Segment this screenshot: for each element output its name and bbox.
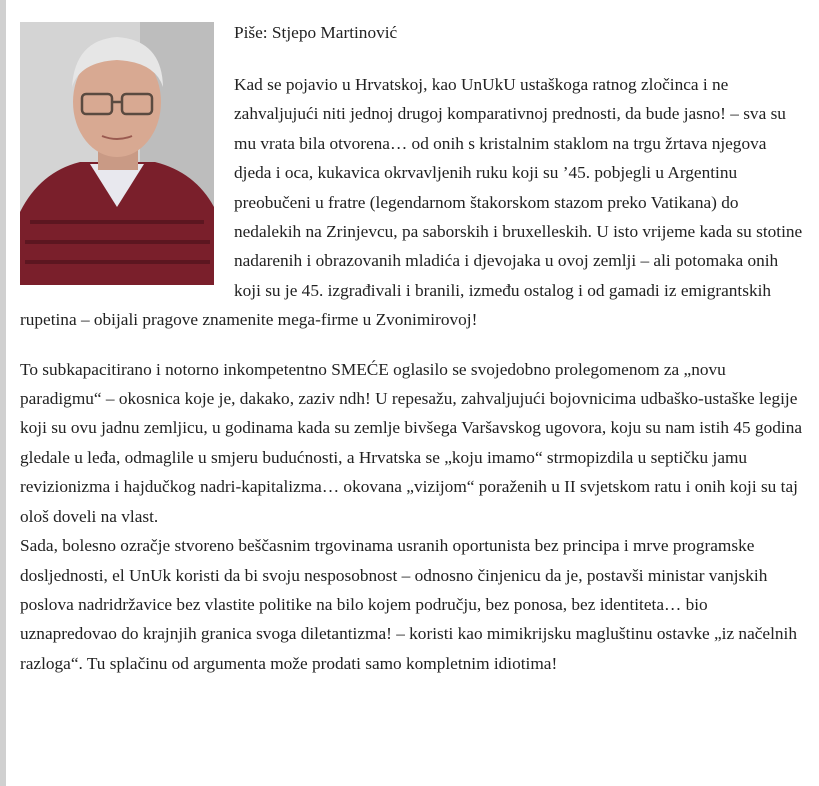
author-portrait-image [20,22,214,285]
article-paragraph-2: To subkapacitirano i notorno inkompetentno SMEĆE oglasilo se svojedobno prolegomenom za „novu paradigmu“ – okosnica koje je, dakako, zaziv ndh! U repesažu, zahvaljujući bojovnicima udbaško-ustaške legije koji su ovu jadnu zemljicu, u godinama kada su zemlje bivšega Varšavskog ugovora, koju su nam istih 45 godina gledale u leđa, odmaglile u smjeru budućnosti, a Hrvatska se „koju imamo“ strmopizdila u septičku jamu revizionizma i hajdučkog nadri-kapitalizma… okovana „vizijom“ poraženih u II svjetskom ratu i onih koji su taj ološ doveli na vlast. [20,359,803,526]
article-paragraph-3: Sada, bolesno ozračje stvoreno beščasnim trgovinama usranih oportunista bez principa i mrve programske dosljednosti, el UnUk koristi da bi svoju nesposobnost – odnosno činjenicu da je, postavši ministar vanjskih poslova nadridržavice bez vlastite politike na bilo kojem području, bez ponosa, bez identiteta… bio uznapredovao do krajnjih granica svoga diletantizma! – koristi kao mimikrijsku magluštinu ostavke „iz načelnih razloga“. Tu splačinu od argumenta može prodati samo kompletnim idiotima! [20,536,797,673]
article-byline: Piše: Stjepo Martinović [234,23,398,42]
left-border [0,0,6,786]
article-paragraph-1: Kad se pojavio u Hrvatskoj, kao UnUkU ustaškoga ratnog zločinca i ne zahvaljujući niti jednoj drugoj komparativnoj prednosti, da bude jasno! – sva su mu vrata bila otvorena… od onih s kristalnim staklom na trgu žrtava njegova djeda i oca, kukavica okrvavljenih ruku koji su ’45. pobjegli u Argentinu preobučeni u fratre (legendarnom štakorskom stazom preko Vatikana) do nedalekih na Zrinjevcu, pa saborskih i bruxelleskih. U isto vrijeme kada su stotine nadarenih i obrazovanih mladića i djevojaka u ovoj zemlji – ali potomaka onih koji su je 45. izgrađivali i branili, između ostalog i od gamadi iz emigrantskih rupetina – obijali pragove znamenite mega-firme u Zvonimirovoj! [20,75,803,330]
article-body [20,18,804,678]
author-photo [20,22,214,285]
